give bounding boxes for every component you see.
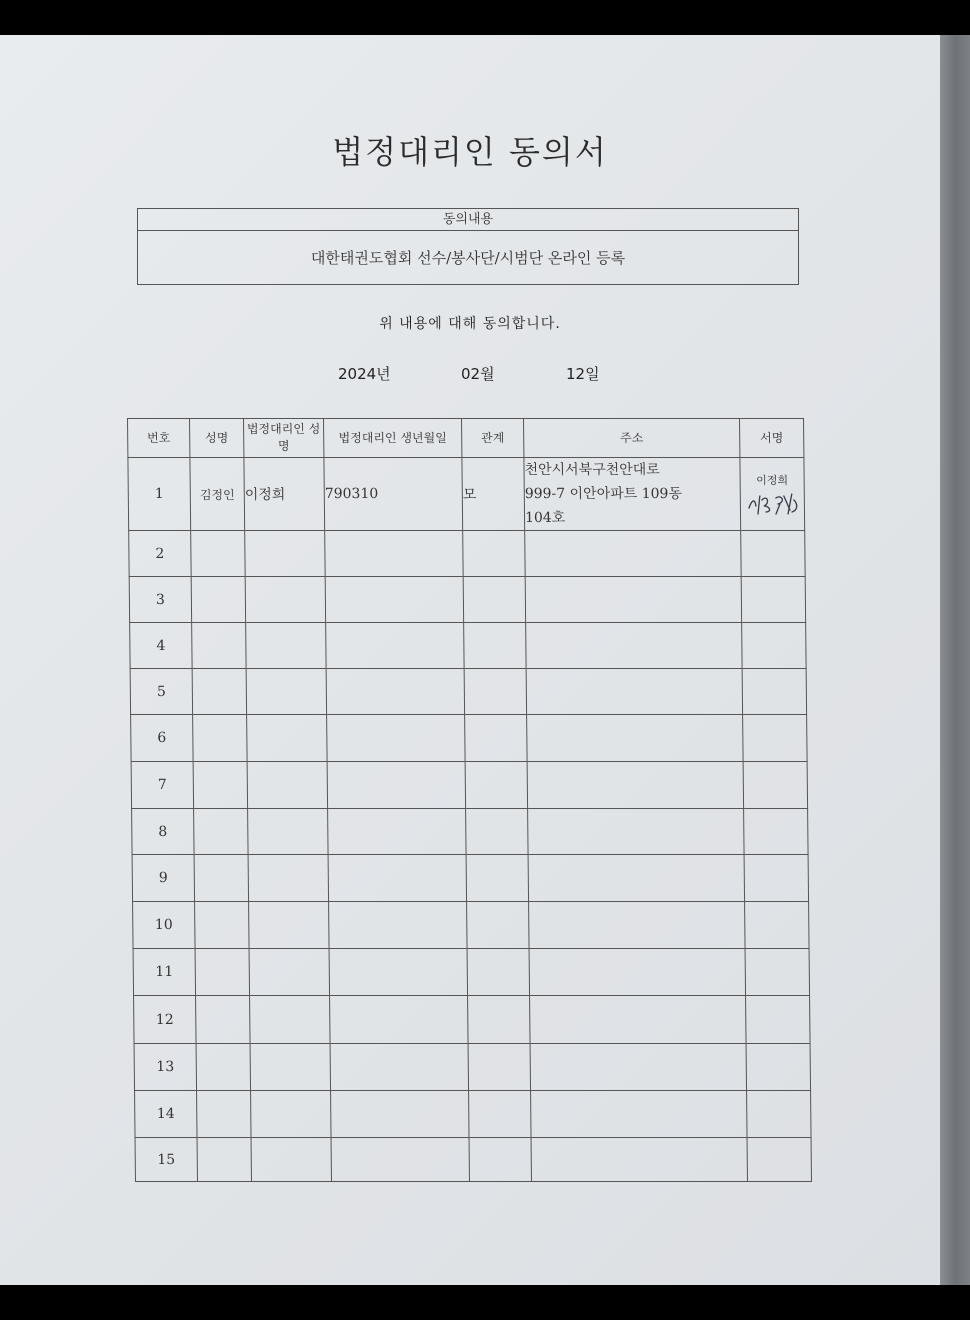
cell-signature — [744, 855, 808, 902]
cell-address — [530, 1044, 746, 1091]
cell-guardian-name — [246, 669, 326, 715]
cell-address — [531, 1091, 747, 1138]
cell-name — [196, 996, 251, 1044]
cell-address — [531, 1138, 747, 1182]
cell-signature — [741, 531, 805, 577]
cell-signature — [745, 949, 809, 996]
cell-relation — [469, 1138, 531, 1182]
cell-guardian-birth — [328, 809, 466, 855]
cell-guardian-name — [249, 949, 329, 996]
cell-name: 김정인 — [190, 458, 245, 531]
cell-guardian-birth: 790310 — [324, 458, 463, 531]
row-number: 15 — [135, 1138, 197, 1182]
cell-guardian-birth — [325, 577, 463, 623]
row-number: 9 — [132, 855, 194, 902]
cell-name — [194, 809, 248, 855]
table-row — [133, 902, 809, 949]
cell-address — [524, 458, 741, 531]
desk-edge — [940, 35, 970, 1285]
cell-address — [527, 715, 743, 762]
paper-sheet — [0, 35, 940, 1285]
cell-relation: 모 — [462, 458, 525, 531]
cell-guardian-birth — [330, 996, 469, 1044]
cell-signature — [744, 809, 808, 855]
cell-guardian-birth — [331, 1091, 469, 1138]
header-signature: 서명 — [740, 419, 804, 458]
table-row — [135, 1091, 811, 1138]
cell-relation — [466, 809, 528, 855]
cell-guardian-name — [247, 762, 327, 809]
cell-name — [192, 623, 246, 669]
cell-relation — [465, 715, 527, 762]
table-row — [130, 623, 806, 669]
table-header-row — [128, 419, 804, 458]
cell-relation — [464, 669, 526, 715]
cell-address — [530, 996, 747, 1044]
date-month: 02월 — [461, 365, 495, 383]
header-guardian-name: 법정대리인 성명 — [244, 419, 324, 458]
address-line: 104호 — [524, 510, 566, 526]
cell-guardian-name — [246, 623, 326, 669]
cell-guardian-birth — [326, 623, 464, 669]
cell-guardian-name — [251, 1091, 331, 1138]
cell-relation — [464, 623, 526, 669]
cell-signature — [747, 1091, 811, 1138]
row-number: 10 — [133, 902, 195, 949]
cell-guardian-name — [245, 577, 325, 623]
table-row — [131, 762, 807, 809]
cell-name — [196, 1044, 250, 1091]
row-number: 7 — [131, 762, 193, 809]
address-line: 999-7 이안아파트 109동 — [524, 486, 683, 502]
row-number: 3 — [129, 577, 191, 623]
cell-guardian-name — [249, 902, 329, 949]
header-address: 주소 — [524, 419, 740, 458]
cell-address — [525, 531, 741, 577]
header-number: 번호 — [128, 419, 190, 458]
agreement-statement: 위 내용에 대해 동의합니다. — [379, 316, 561, 332]
cell-relation — [463, 531, 525, 577]
cell-address — [525, 577, 741, 623]
row-number: 4 — [130, 623, 192, 669]
row-number: 12 — [134, 996, 197, 1044]
cell-address — [528, 855, 744, 902]
document-title: 법정대리인 동의서 — [332, 133, 608, 171]
cell-guardian-birth — [331, 1138, 469, 1182]
cell-relation — [467, 949, 529, 996]
row-number: 2 — [129, 531, 191, 577]
consent-table — [127, 418, 812, 1182]
cell-name — [197, 1138, 251, 1182]
cell-name — [197, 1091, 251, 1138]
address-line: 천안시서북구천안대로 — [524, 462, 660, 478]
consent-box — [137, 208, 799, 285]
table-row — [135, 1138, 811, 1182]
cell-guardian-birth — [326, 669, 464, 715]
cell-guardian-name — [250, 996, 331, 1044]
cell-address — [529, 949, 745, 996]
cell-signature — [747, 1138, 811, 1182]
table-row — [131, 715, 807, 762]
header-relation: 관계 — [462, 419, 524, 458]
header-guardian-birth: 법정대리인 생년월일 — [324, 419, 462, 458]
cell-address — [529, 902, 745, 949]
cell-name — [195, 949, 249, 996]
cell-signature — [741, 577, 805, 623]
cell-name — [193, 762, 247, 809]
cell-guardian-birth — [327, 715, 465, 762]
cell-address — [528, 809, 744, 855]
cell-name — [192, 669, 246, 715]
cell-signature — [746, 996, 811, 1044]
cell-relation — [468, 996, 531, 1044]
consent-header: 동의내용 — [138, 209, 798, 231]
cell-guardian-birth — [325, 531, 463, 577]
cell-name — [191, 531, 245, 577]
table-row — [133, 949, 809, 996]
cell-guardian-name — [248, 855, 328, 902]
cell-guardian-name: 이정희 — [244, 458, 325, 531]
cell-name — [194, 855, 248, 902]
table-row — [134, 1044, 810, 1091]
cell-guardian-name — [251, 1138, 331, 1182]
cell-name — [193, 715, 247, 762]
cell-signature — [742, 669, 806, 715]
row-number: 6 — [131, 715, 193, 762]
consent-body: 대한태권도협회 선수/봉사단/시범단 온라인 등록 — [310, 249, 626, 267]
cell-relation — [466, 855, 528, 902]
handwritten-signature — [745, 490, 799, 516]
table-row — [129, 577, 805, 623]
cell-signature — [743, 762, 807, 809]
table-row — [130, 669, 806, 715]
cell-name — [195, 902, 249, 949]
date-year: 2024년 — [338, 365, 391, 383]
table-row — [128, 458, 805, 531]
cell-relation — [465, 762, 527, 809]
cell-guardian-name — [245, 531, 325, 577]
row-number: 5 — [130, 669, 192, 715]
cell-guardian-name — [247, 715, 327, 762]
cell-signature — [746, 1044, 810, 1091]
table-row — [132, 809, 808, 855]
cell-guardian-birth — [327, 762, 465, 809]
cell-guardian-birth — [329, 949, 467, 996]
cell-signature — [743, 715, 807, 762]
row-number: 1 — [128, 458, 191, 531]
table-row — [129, 531, 805, 577]
date-day: 12일 — [566, 365, 600, 383]
header-name: 성명 — [190, 419, 244, 458]
cell-signature — [742, 623, 806, 669]
row-number: 8 — [132, 809, 194, 855]
cell-signature — [740, 458, 805, 531]
cell-guardian-birth — [328, 855, 466, 902]
cell-address — [527, 762, 743, 809]
signature-name: 이정희 — [756, 474, 789, 487]
row-number: 14 — [135, 1091, 197, 1138]
cell-guardian-name — [250, 1044, 330, 1091]
cell-address — [526, 623, 742, 669]
cell-relation — [469, 1091, 531, 1138]
table-row — [132, 855, 808, 902]
cell-relation — [468, 1044, 530, 1091]
cell-guardian-name — [248, 809, 328, 855]
cell-guardian-birth — [330, 1044, 468, 1091]
cell-name — [191, 577, 245, 623]
row-number: 11 — [133, 949, 195, 996]
cell-guardian-birth — [329, 902, 467, 949]
cell-signature — [745, 902, 809, 949]
cell-address — [526, 669, 742, 715]
row-number: 13 — [134, 1044, 196, 1091]
cell-relation — [463, 577, 525, 623]
table-row — [134, 996, 811, 1044]
cell-relation — [467, 902, 529, 949]
